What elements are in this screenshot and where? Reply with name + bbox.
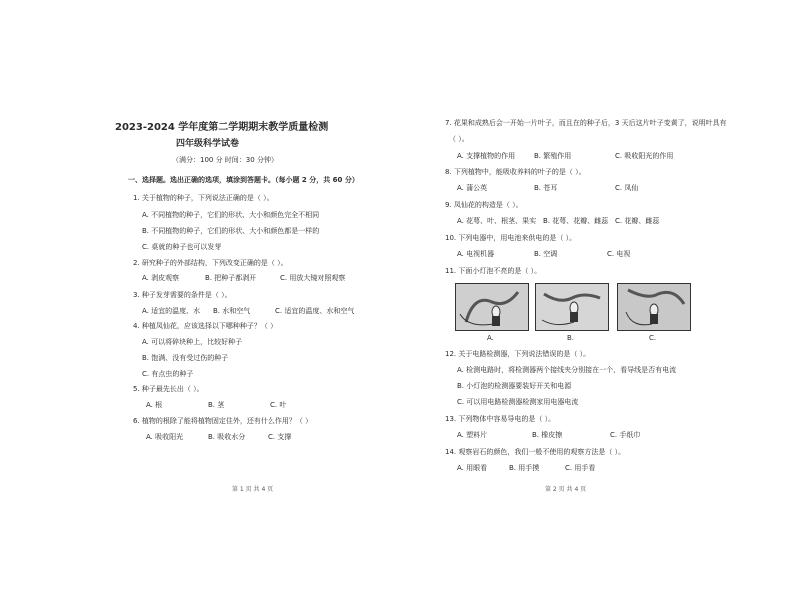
question-8-option-a: A. 蒲公英: [457, 184, 488, 192]
question-14: 14. 观察岩石的颜色，我们一般不使用的观察方法是（ ）。: [445, 448, 626, 456]
question-13-option-b: B. 橡皮擦: [532, 431, 563, 439]
right-page: [397, 0, 794, 614]
question-1-option-b: B. 不同植物的种子，它们的形状、大小和颜色都是一样的: [142, 227, 320, 235]
question-4-option-c: C. 有点虫的种子: [142, 370, 194, 378]
question-5-option-b: B. 茎: [208, 401, 225, 409]
question-12-option-b: B. 小灯泡的检测器要装好开关和电源: [457, 382, 572, 390]
question-14-option-c: C. 用手看: [565, 464, 596, 472]
exam-title: 2023-2024 学年度第二学期期末教学质量检测: [115, 122, 329, 133]
question-9-option-a: A. 花萼、叶、根茎、果实: [457, 217, 537, 225]
question-13-option-a: A. 塑料片: [457, 431, 488, 439]
question-6: 6. 植物的根除了能将植物固定住外，还有什么作用？（ ）: [133, 417, 313, 425]
page-footer: 第 2 页 共 4 页: [545, 486, 587, 493]
question-10-option-c: C. 电视: [607, 250, 631, 258]
circuit-image-a: [455, 283, 529, 331]
question-13: 13. 下列物体中容易导电的是（ ）。: [445, 415, 556, 423]
exam-meta: （满分：100 分 时间：30 分钟）: [172, 156, 278, 164]
question-13-option-c: C. 手纸巾: [610, 431, 641, 439]
question-11-option-b: B.: [567, 334, 575, 342]
question-8: 8. 下列植物中，能吸收养料的叶子的是（ ）。: [445, 168, 586, 176]
page-footer: 第 1 页 共 4 页: [232, 486, 274, 493]
question-2-option-c: C. 用放大镜对照观察: [280, 274, 346, 282]
question-11-option-c: C.: [649, 334, 657, 342]
question-5: 5. 种子最先长出（ ）。: [133, 385, 204, 393]
question-3-option-b: B. 水和空气: [213, 307, 251, 315]
question-6-option-c: C. 支撑: [268, 433, 292, 441]
question-1: 1. 关于植物的种子，下列说法正确的是（ ）。: [133, 194, 274, 202]
question-12-option-a: A. 检测电路时，将检测器两个接线夹分别接在一个，看导线是否有电流: [457, 366, 677, 374]
question-7-continued: （ ）。: [449, 135, 469, 143]
question-7: 7. 花果和成熟后会一开始一片叶子，而且在的种子后，3 天后这片叶子变黄了，说明叶具有: [445, 119, 727, 127]
question-9-option-c: C. 花瓣、雌蕊: [615, 217, 660, 225]
question-6-option-a: A. 吸收阳光: [146, 433, 184, 441]
question-10: 10. 下列电器中，用电池来供电的是（ ）。: [445, 234, 577, 242]
circuit-image-b: [535, 283, 609, 331]
question-12: 12. 关于电路检测器，下列说法错误的是（ ）。: [445, 350, 591, 358]
question-4-option-b: B. 饱满、没有受过伤的种子: [142, 354, 229, 362]
question-11-option-a: A.: [487, 334, 494, 342]
question-10-option-a: A. 电视机器: [457, 250, 495, 258]
question-3-option-c: C. 适宜的温度、水和空气: [275, 307, 355, 315]
question-14-option-a: A. 用眼看: [457, 464, 488, 472]
question-7-option-b: B. 繁殖作用: [534, 152, 572, 160]
question-1-option-c: C. 桌就的种子也可以发芽: [142, 243, 222, 251]
question-1-option-a: A. 不同植物的种子，它们的形状、大小和颜色完全不相同: [142, 211, 320, 219]
question-7-option-a: A. 支撑植物的作用: [457, 152, 516, 160]
question-8-option-c: C. 凤仙: [615, 184, 639, 192]
question-9-option-b: B. 花萼、花瓣、雌蕊: [543, 217, 609, 225]
question-3-option-a: A. 适宜的温度、水: [142, 307, 201, 315]
question-10-option-b: B. 空调: [534, 250, 558, 258]
question-12-option-c: C. 可以用电路检测器检测家用电器电流: [457, 398, 579, 406]
question-4-option-a: A. 可以将碎块种上，比较好种子: [142, 338, 243, 346]
question-2-option-b: B. 把种子都剥开: [205, 274, 257, 282]
question-7-option-c: C. 吸收阳光的作用: [615, 152, 674, 160]
question-14-option-b: B. 用手摸: [509, 464, 540, 472]
section-heading: 一、选择题。选出正确的选项，填涂到答题卡。（每小题 2 分，共 60 分）: [128, 176, 359, 184]
question-2: 2. 研究种子的外部结构，下列改变正确的是（ ）。: [133, 259, 288, 267]
question-5-option-a: A. 根: [146, 401, 163, 409]
question-11: 11. 下面小灯泡不亮的是（ ）。: [445, 267, 542, 275]
question-3: 3. 种子发芽需要的条件是（ ）。: [133, 291, 232, 299]
exam-subtitle: 四年级科学试卷: [176, 139, 240, 149]
question-2-option-a: A. 剥皮观察: [142, 274, 180, 282]
circuit-image-c: [617, 283, 691, 331]
question-9: 9. 凤仙花的构造是（ ）。: [445, 201, 523, 209]
question-5-option-c: C. 叶: [270, 401, 287, 409]
question-8-option-b: B. 苍耳: [534, 184, 558, 192]
question-6-option-b: B. 吸收水分: [208, 433, 246, 441]
question-4: 4. 种植凤仙花，应该选择以下哪种种子？（ ）: [133, 322, 278, 330]
